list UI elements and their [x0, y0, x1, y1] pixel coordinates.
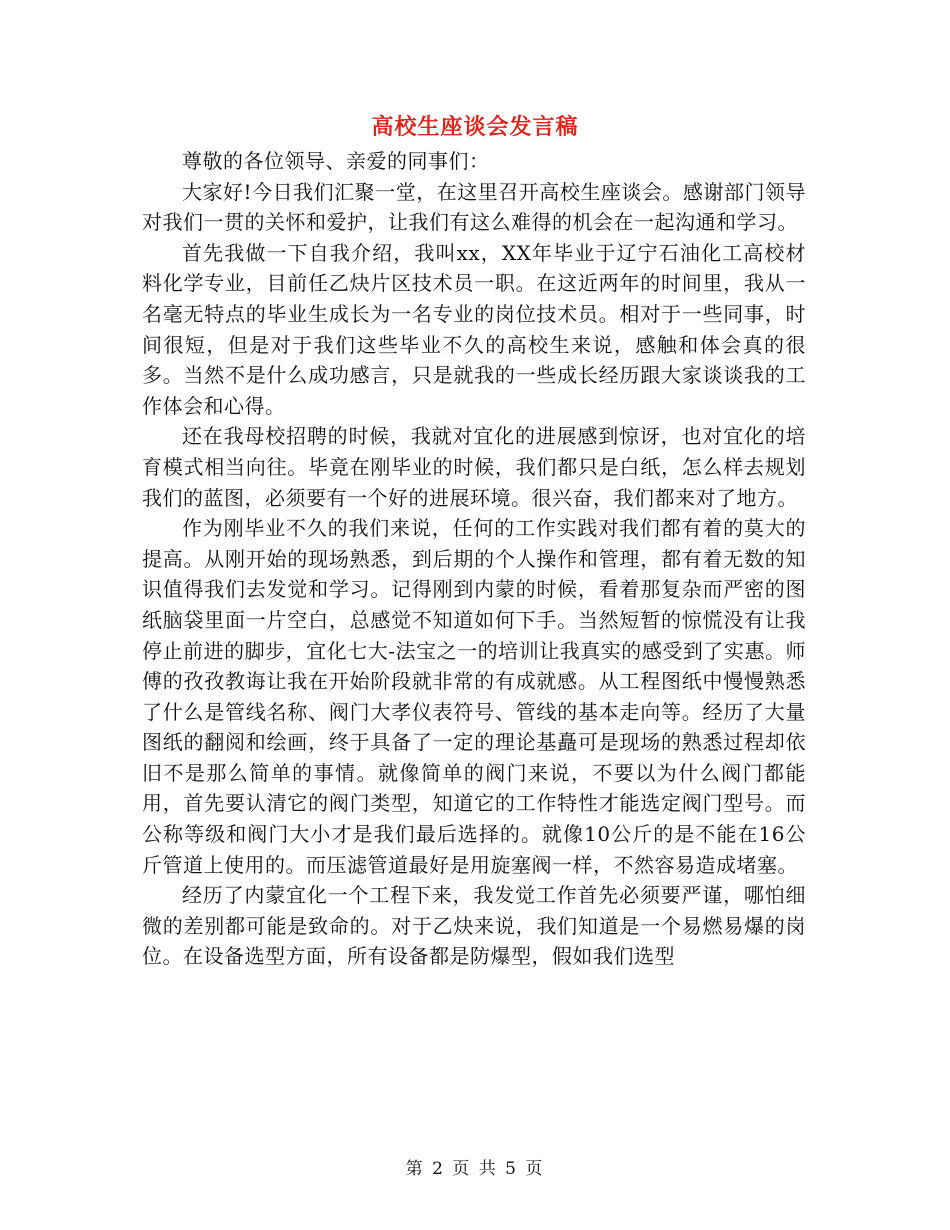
- paragraph-project-experience: 经历了内蒙宜化一个工程下来，我发觉工作首先必须要严谨，哪怕细微的差别都可能是致命的。对于乙炔来说，我们知道是一个易燃易爆的岗位。在设备选型方面，所有设备都是防爆型，假如我们选型: [142, 883, 806, 969]
- document-title: 高校生座谈会发言稿: [371, 114, 579, 140]
- document-body: [142, 146, 806, 972]
- page-number-footer: 第 2 页 共 5 页: [405, 1159, 545, 1179]
- paragraph-introduction: 首先我做一下自我介绍，我叫xx，XX年毕业于辽宁石油化工高校材料化学专业，目前任乙炔片区技术员一职。在这近两年的时间里，我从一名毫无特点的毕业生成长为一名专业的岗位技术员。相对于一些同事，时间很短，但是对于我们这些毕业不久的高校生来说，感触和体会真的很多。当然不是什么成功感言，只是就我的一些成长经历跟大家谈谈我的工作体会和心得。: [142, 240, 806, 418]
- paragraph-salutation: 尊敬的各位领导、亲爱的同事们：: [182, 149, 490, 173]
- paragraph-work-practice: 作为刚毕业不久的我们来说，任何的工作实践对我们都有着的莫大的提高。从刚开始的现场熟悉，到后期的个人操作和管理，都有着无数的知识值得我们去发觉和学习。记得刚到内蒙的时候，看着那复杂而严密的图纸脑袋里面一片空白，总感觉不知道如何下手。当然短暂的惊慌没有让我停止前进的脚步，宜化七大-法宝之一的培训让我真实的感受到了实惠。师傅的孜孜教诲让我在开始阶段就非常的有成就感。从工程图纸中慢慢熟悉了什么是管线名称、阀门大孝仪表符号、管线的基本走向等。经历了大量图纸的翻阅和绘画，终于具备了一定的理论基矗可是现场的熟悉过程却依旧不是那么简单的事情。就像简单的阀门来说，不要以为什么阀门都能用，首先要认清它的阀门类型，知道它的工作特性才能选定阀门型号。而公称等级和阀门大小才是我们最后选择的。就像10公斤的是不能在16公斤管道上使用的。而压滤管道最好是用旋塞阀一样，不然容易造成堵塞。: [142, 516, 806, 877]
- paragraph-recruitment: 还在我母校招聘的时候，我就对宜化的进展感到惊讶，也对宜化的培育模式相当向往。毕竟在刚毕业的时候，我们都只是白纸，怎么样去规划我们的蓝图，必须要有一个好的进展环境。很兴奋，我们都来对了地方。: [142, 424, 806, 510]
- paragraph-greeting: 大家好!今日我们汇聚一堂，在这里召开高校生座谈会。感谢部门领导对我们一贯的关怀和爱护，让我们有这么难得的机会在一起沟通和学习。: [142, 179, 806, 235]
